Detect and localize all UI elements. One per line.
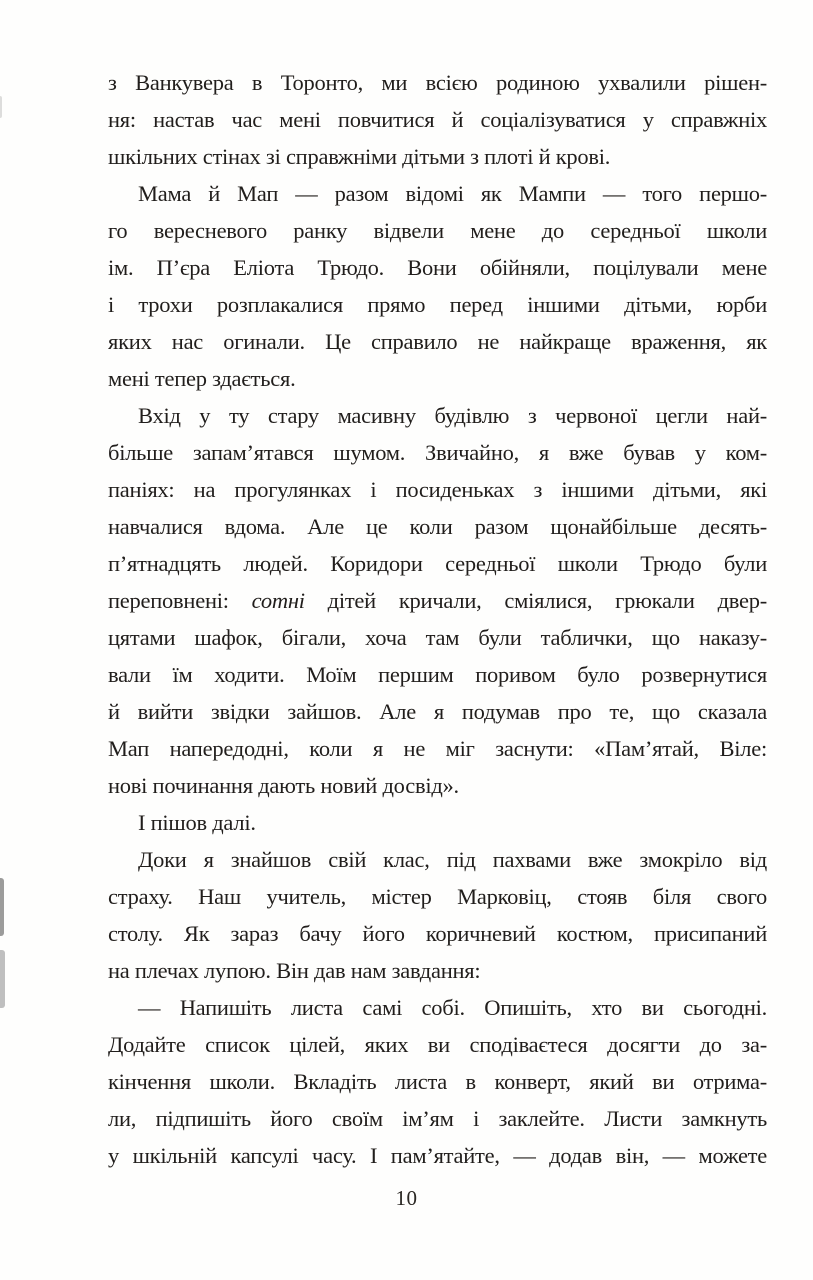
- text-line: [108, 101, 767, 138]
- text-segment: яких нас огинали. Це справило не найкраще враження, як: [108, 329, 767, 354]
- text-line: [108, 138, 767, 175]
- text-segment: ня: настав час мені повчитися й соціалізуватися у справжніх: [108, 107, 767, 132]
- text-segment: ім. П’єра Еліота Трюдо. Вони обійняли, поцілували мене: [108, 255, 767, 280]
- text-line: [108, 693, 767, 730]
- text-line: [108, 1100, 767, 1137]
- italic-text-segment: сотні: [251, 588, 305, 613]
- text-line: [108, 360, 767, 397]
- text-segment: го вересневого ранку відвели мене до середньої школи: [108, 218, 767, 243]
- text-line: [108, 1137, 767, 1174]
- text-line: [108, 397, 767, 434]
- text-segment: мені тепер здається.: [108, 366, 296, 391]
- text-segment: з Ванкувера в Торонто, ми всією родиною ухвалили рішен-: [108, 70, 767, 95]
- text-line: [108, 952, 767, 989]
- text-segment: шкільних стінах зі справжніми дітьми з плоті й крові.: [108, 144, 611, 169]
- text-segment: Мап напередодні, коли я не міг заснути: «Пам’ятай, Віле:: [108, 736, 767, 761]
- text-segment: дітей кричали, сміялися, грюкали двер-: [304, 588, 767, 613]
- text-segment: вали їм ходити. Моїм першим поривом було розвернутися: [108, 662, 767, 687]
- text-line: [108, 286, 767, 323]
- scan-edge-artifact: [0, 950, 5, 1008]
- scan-edge-artifact: [0, 878, 4, 936]
- text-segment: — Напишіть листа самі собі. Опишіть, хто ви сьогодні.: [138, 995, 767, 1020]
- text-line: [108, 582, 767, 619]
- text-line: [108, 656, 767, 693]
- text-segment: у шкільній капсулі часу. І пам’ятайте, — додав він, — можете: [108, 1143, 767, 1168]
- text-line: [108, 64, 767, 101]
- text-segment: навчалися вдома. Але це коли разом щонайбільше десять-: [108, 514, 767, 539]
- text-segment: Доки я знайшов свій клас, під пахвами вже змокріло від: [138, 847, 767, 872]
- text-line: [108, 619, 767, 656]
- text-line: [108, 434, 767, 471]
- text-line: [108, 767, 767, 804]
- text-segment: столу. Як зараз бачу його коричневий костюм, присипаний: [108, 921, 767, 946]
- text-line: [108, 1026, 767, 1063]
- text-segment: страху. Наш учитель, містер Марковіц, стояв біля свого: [108, 884, 767, 909]
- text-segment: більше запам’ятався шумом. Звичайно, я вже бував у ком-: [108, 440, 767, 465]
- text-segment: і трохи розплакалися прямо перед іншими дітьми, юрби: [108, 292, 767, 317]
- text-segment: переповнені:: [108, 588, 252, 613]
- text-line: [108, 989, 767, 1026]
- text-segment: кінчення школи. Вкладіть листа в конверт, який ви отрима-: [108, 1069, 767, 1094]
- text-line: [108, 323, 767, 360]
- text-line: [108, 1063, 767, 1100]
- text-segment: цятами шафок, бігали, хоча там були таблички, що наказу-: [108, 625, 767, 650]
- page-number: 10: [395, 1186, 418, 1210]
- text-segment: І пішов далі.: [138, 810, 256, 835]
- text-segment: паніях: на прогулянках і посиденьках з іншими дітьми, які: [108, 477, 767, 502]
- text-segment: й вийти звідки зайшов. Але я подумав про те, що сказала: [108, 699, 767, 724]
- page-text-block: [108, 64, 767, 1174]
- scan-edge-artifact: [0, 96, 2, 118]
- text-segment: нові починання дають новий досвід».: [108, 773, 459, 798]
- text-line: [108, 212, 767, 249]
- text-segment: Додайте список цілей, яких ви сподіваєтеся досягти до за-: [108, 1032, 767, 1057]
- text-line: [108, 545, 767, 582]
- text-line: [108, 508, 767, 545]
- text-segment: Мама й Мап — разом відомі як Мампи — того першо-: [138, 181, 767, 206]
- text-line: [108, 915, 767, 952]
- text-line: [108, 804, 767, 841]
- text-segment: ли, підпишіть його своїм ім’ям і заклейте. Листи замкнуть: [108, 1106, 767, 1131]
- text-segment: п’ятнадцять людей. Коридори середньої школи Трюдо були: [108, 551, 767, 576]
- text-line: [108, 730, 767, 767]
- text-line: [108, 841, 767, 878]
- text-line: [108, 175, 767, 212]
- text-line: [108, 471, 767, 508]
- text-line: [108, 249, 767, 286]
- text-line: [108, 878, 767, 915]
- text-segment: Вхід у ту стару масивну будівлю з червоної цегли най-: [138, 403, 767, 428]
- text-segment: на плечах лупою. Він дав нам завдання:: [108, 958, 481, 983]
